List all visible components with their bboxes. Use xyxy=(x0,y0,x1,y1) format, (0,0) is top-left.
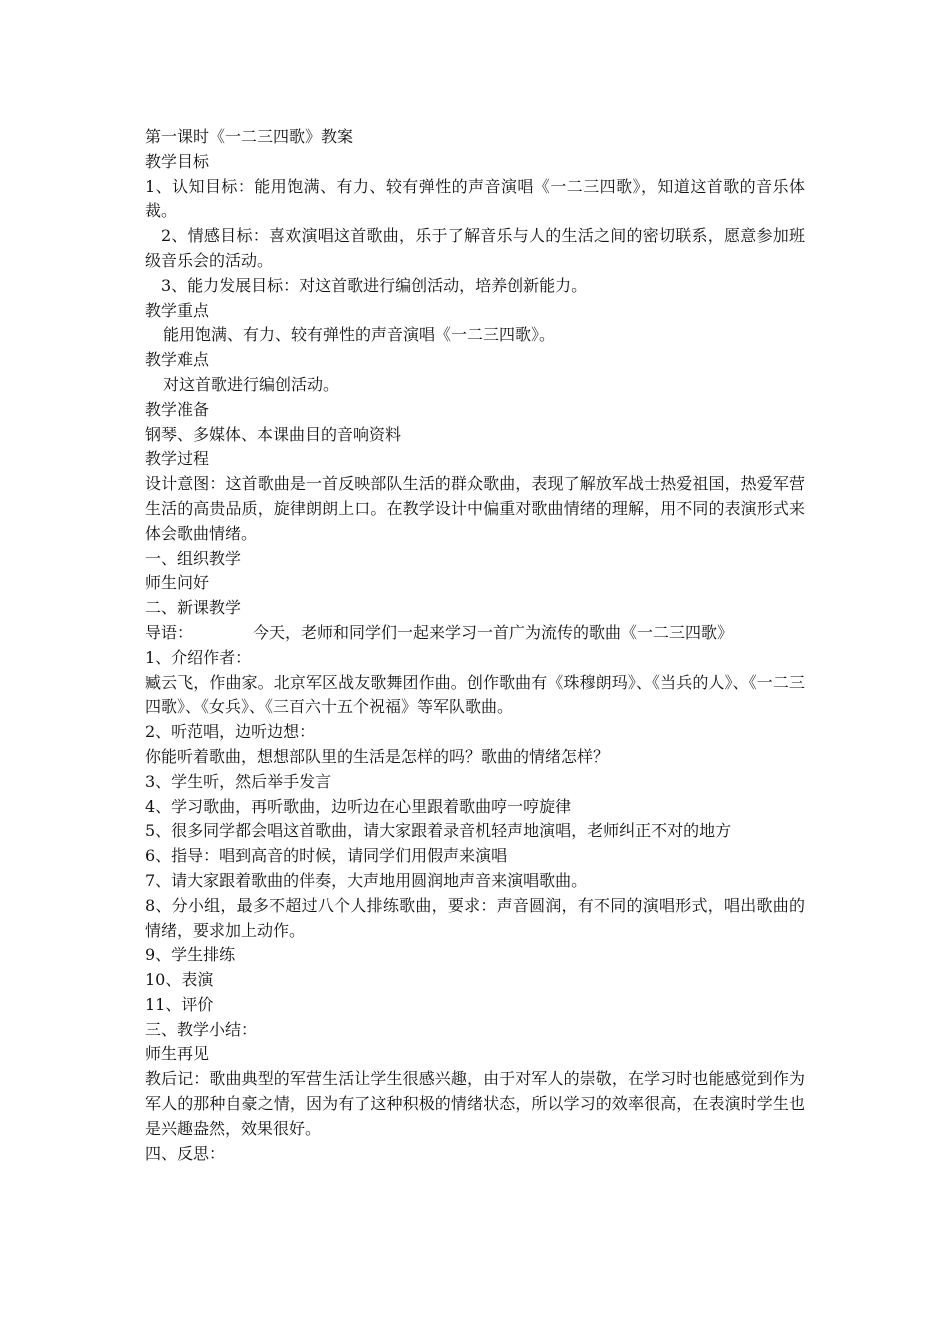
step-guidance: 6、指导：唱到高音的时候，请同学们用假声来演唱 xyxy=(145,846,508,866)
step-accompaniment: 7、请大家跟着歌曲的伴奏，大声地用圆润地声音来演唱歌曲。 xyxy=(145,870,588,890)
step-sing-along: 5、很多同学都会唱这首歌曲，请大家跟着录音机轻声地演唱，老师纠正不对的地方 xyxy=(145,821,732,841)
step-perform: 10、表演 xyxy=(145,970,214,990)
section-organize-teaching: 一、组织教学 xyxy=(145,548,242,568)
author-bio: 臧云飞，作曲家。北京军区战友歌舞团作曲。创作歌曲有《珠穆朗玛》、《当兵的人》、《一二三四歌》、《女兵》、《三百六十五个祝福》等军队歌曲。 xyxy=(145,672,805,717)
introduction-label: 导语： xyxy=(145,622,194,642)
step-group-practice: 8、分小组，最多不超过八个人排练歌曲，要求：声音圆润，有不同的演唱形式，唱出歌曲的情绪，要求加上动作。 xyxy=(145,895,805,940)
afterword: 教后记：歌曲典型的军营生活让学生很感兴趣，由于对军人的崇敬，在学习时也能感觉到作为军人的那种自豪之情，因为有了这种积极的情绪状态，所以学习的效率很高，在表演时学生也是兴趣盎然，效果很好。 xyxy=(145,1069,805,1138)
step-rehearse: 9、学生排练 xyxy=(145,945,236,965)
step-students-respond: 3、学生听，然后举手发言 xyxy=(145,771,332,791)
step-learn-song: 4、学习歌曲，再听歌曲，边听边在心里跟着歌曲哼一哼旋律 xyxy=(145,796,572,816)
document-title: 第一课时《一二三四歌》教案 xyxy=(145,127,354,146)
summary-text: 师生再见 xyxy=(145,1044,210,1064)
goal-cognitive: 1、认知目标：能用饱满、有力、较有弹性的声音演唱《一二三四歌》，知道这首歌的音乐体裁。 xyxy=(145,176,805,221)
organize-teaching-text: 师生问好 xyxy=(145,573,210,593)
step-introduce-author: 1、介绍作者： xyxy=(145,647,252,667)
section-new-lesson: 二、新课教学 xyxy=(145,598,242,618)
section-reflection: 四、反思： xyxy=(145,1143,226,1163)
heading-teaching-process: 教学过程 xyxy=(145,449,210,469)
section-summary: 三、教学小结： xyxy=(145,1019,258,1039)
difficulty-text: 对这首歌进行编创活动。 xyxy=(163,374,340,394)
step-evaluate: 11、评价 xyxy=(145,994,214,1014)
goal-ability: 3、能力发展目标：对这首歌进行编创活动，培养创新能力。 xyxy=(161,275,588,295)
step-listen: 2、听范唱，边听边想： xyxy=(145,722,316,742)
goal-emotional: 2、情感目标：喜欢演唱这首歌曲，乐于了解音乐与人的生活之间的密切联系，愿意参加班级音乐会的活动。 xyxy=(145,226,805,270)
heading-teaching-preparation: 教学准备 xyxy=(145,399,210,419)
design-intent: 设计意图：这首歌曲是一首反映部队生活的群众歌曲，表现了解放军战士热爱祖国，热爱军营生活的高贵品质，旋律朗朗上口。在教学设计中偏重对歌曲情绪的理解，用不同的表演形式来体会歌曲情绪。 xyxy=(145,474,805,543)
heading-teaching-difficulty: 教学难点 xyxy=(145,350,210,370)
heading-teaching-goals: 教学目标 xyxy=(145,151,210,171)
lesson-plan-document xyxy=(145,125,805,1166)
introduction-line xyxy=(145,621,805,646)
heading-teaching-key-point: 教学重点 xyxy=(145,300,210,320)
preparation-text: 钢琴、多媒体、本课曲目的音响资料 xyxy=(145,424,402,444)
listening-question: 你能听着歌曲，想想部队里的生活是怎样的吗？歌曲的情绪怎样？ xyxy=(145,746,610,766)
key-point-text: 能用饱满、有力、较有弹性的声音演唱《一二三四歌》。 xyxy=(163,325,556,345)
introduction-text: 今天，老师和同学们一起来学习一首广为流传的歌曲《一二三四歌》 xyxy=(253,622,734,642)
